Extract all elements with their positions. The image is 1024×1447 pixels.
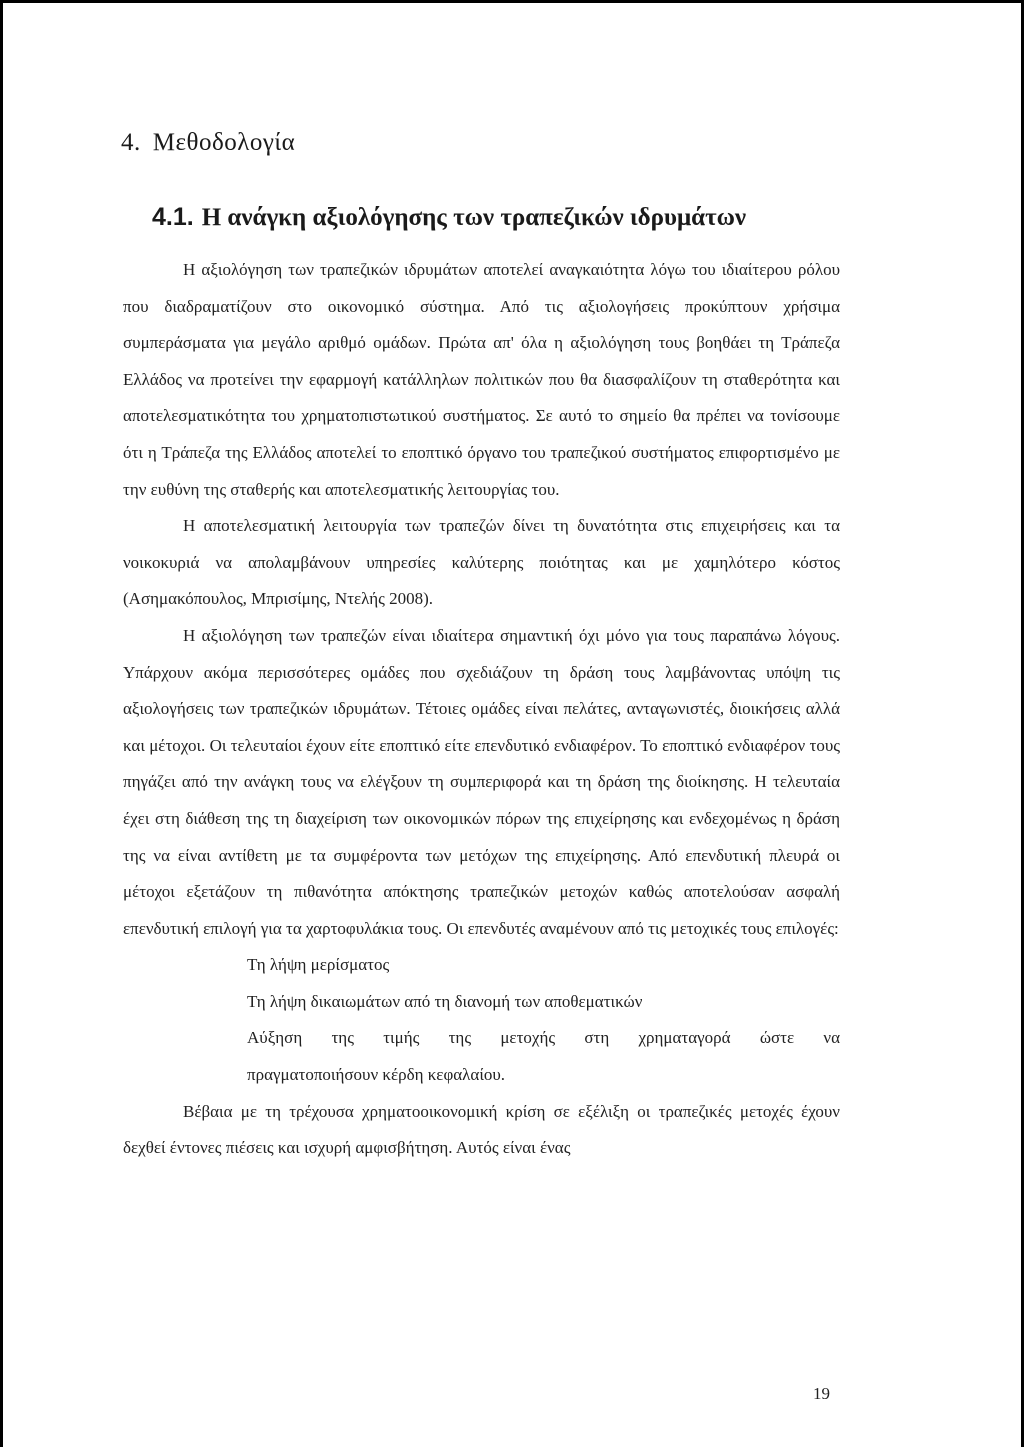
- section-number: 4.1.: [152, 203, 194, 231]
- list-item: πραγματοποιήσουν κέρδη κεφαλαίου.: [247, 1065, 506, 1085]
- section-title: Η ανάγκη αξιολόγησης των τραπεζικών ιδρυμάτων: [201, 204, 747, 231]
- body-text: [123, 252, 840, 1167]
- page-number: 19: [813, 1384, 830, 1403]
- chapter-title: Μεθοδολογία: [152, 129, 296, 156]
- paragraph-2: Η αποτελεσματική λειτουργία των τραπεζών δίνει τη δυνατότητα στις επιχειρήσεις και τα νοικοκυριά να απολαμβάνουν υπηρεσίες καλύτερης ποιότητας και με χαμηλότερο κόστος (Ασημακόπουλος, Μπρισίμης, Ντελής 2008).: [123, 516, 840, 609]
- paragraph-1: Η αξιολόγηση των τραπεζικών ιδρυμάτων αποτελεί αναγκαιότητα λόγω του ιδιαίτερου ρόλου που διαδραματίζουν στο οικονομικό σύστημα. Από τις αξιολογήσεις προκύπτουν χρήσιμα συμπεράσματα για μεγάλο αριθμό ομάδων. Πρώτα απ' όλα η αξιολόγηση τους βοηθάει τη Τράπεζα Ελλάδος να προτείνει την εφαρμογή κατάλληλων πολιτικών που θα διασφαλίζουν τη σταθερότητα και αποτελεσματικότητα του χρηματοπιστωτικού συστήματος. Σε αυτό το σημείο θα πρέπει να τονίσουμε ότι η Τράπεζα της Ελλάδος αποτελεί το εποπτικό όργανο του τραπεζικού συστήματος επιφορτισμένο με την ευθύνη της σταθερής και αποτελεσματικής λειτουργίας του.: [123, 260, 840, 499]
- investor-expectations-list: [123, 947, 840, 1093]
- list-item: Αύξηση της τιμής της μετοχής στη χρηματαγορά ώστε να: [247, 1028, 840, 1048]
- chapter-heading: [121, 129, 295, 157]
- chapter-number: 4.: [121, 129, 141, 156]
- list-item: Τη λήψη δικαιωμάτων από τη διανομή των αποθεματικών: [247, 991, 643, 1011]
- closing-paragraph: Βέβαια με τη τρέχουσα χρηματοοικονομική κρίση σε εξέλιξη οι τραπεζικές μετοχές έχουν δεχθεί έντονες πιέσεις και ισχυρή αμφισβήτηση. Αυτός είναι ένας: [123, 1101, 840, 1158]
- list-item: Τη λήψη μερίσματος: [247, 955, 390, 975]
- section-heading: [152, 203, 746, 232]
- paragraph-3: Η αξιολόγηση των τραπεζών είναι ιδιαίτερα σημαντική όχι μόνο για τους παραπάνω λόγους. Υπάρχουν ακόμα περισσότερες ομάδες που σχεδιάζουν τη δράση τους λαμβάνοντας υπόψη τις αξιολογήσεις των τραπεζικών ιδρυμάτων. Τέτοιες ομάδες είναι πελάτες, ανταγωνιστές, διοικήσεις αλλά και μέτοχοι. Οι τελευταίοι έχουν είτε εποπτικό είτε επενδυτικό ενδιαφέρον. Το εποπτικό ενδιαφέρον τους πηγάζει από την ανάγκη τους να ελέγξουν τη συμπεριφορά και τη δράση της διοίκησης. Η τελευταία έχει στη διάθεση της τη διαχείριση των οικονομικών πόρων της επιχείρησης και ενδεχομένως η δράση της να είναι αντίθετη με τα συμφέροντα των μετόχων της επιχείρησης. Από επενδυτική πλευρά οι μέτοχοι εξετάζουν τη πιθανότητα απόκτησης τραπεζικών μετοχών καθώς αποτελούσαν ασφαλή επενδυτική επιλογή για τα χαρτοφυλάκια τους. Οι επενδυτές αναμένουν από τις μετοχικές τους επιλογές:: [123, 625, 840, 938]
